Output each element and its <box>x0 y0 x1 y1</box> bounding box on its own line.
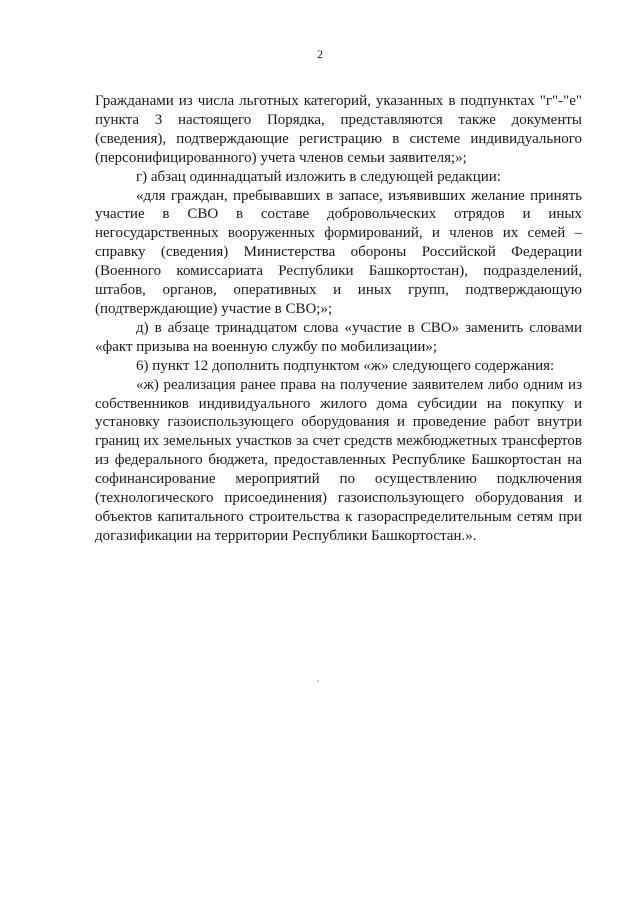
page-number: 2 <box>317 47 323 61</box>
paragraph-item-d: д) в абзаце тринадцатом слова «участие в СВО» заменить словами «факт призыва на военную службу по мобилизации»; <box>95 319 582 355</box>
paragraph-documents: Гражданами из числа льготных категорий, указанных в подпунктах "г"-"е" пункта 3 настоящего Порядка, представляются также документы (сведения), подтверждающие регистрацию в системе индивидуального (персонифицированного) учета членов семьи заявителя;»; <box>95 93 582 166</box>
scan-speck <box>317 680 319 682</box>
paragraph-quote-zh: «ж) реализация ранее права на получение заявителем либо одним из собственников индивидуального жилого дома субсидии на покупку и установку газоиспользующего оборудования и проведение работ внутри границ их земельных участков за счет средств межбюджетных трансфертов из федерального бюджета, предоставленных Республике Башкортостан на софинансирование мероприятий по осуществлению подключения (технологического присоединения) газоиспользующего оборудования и объектов капитального строительства к газораспределительным сетям при догазификации на территории Республики Башкортостан.». <box>95 376 582 544</box>
document-body <box>95 92 582 546</box>
paragraph-quote-reserve: «для граждан, пребывавших в запасе, изъявивших желание принять участие в СВО в составе добровольческих отрядов и иных негосударственных вооруженных формирований, и членов их семей – справку (сведения) Министерства обороны Российской Федерации (Военного комиссариата Республики Башкортостан), подразделений, штабов, органов, оперативных и иных групп, подтверждающую (подтверждающие) участие в СВО;»; <box>95 187 582 317</box>
paragraph-item-g: г) абзац одиннадцатый изложить в следующей редакции: <box>136 168 501 185</box>
paragraph-item-6: 6) пункт 12 дополнить подпунктом «ж» следующего содержания: <box>136 357 555 374</box>
